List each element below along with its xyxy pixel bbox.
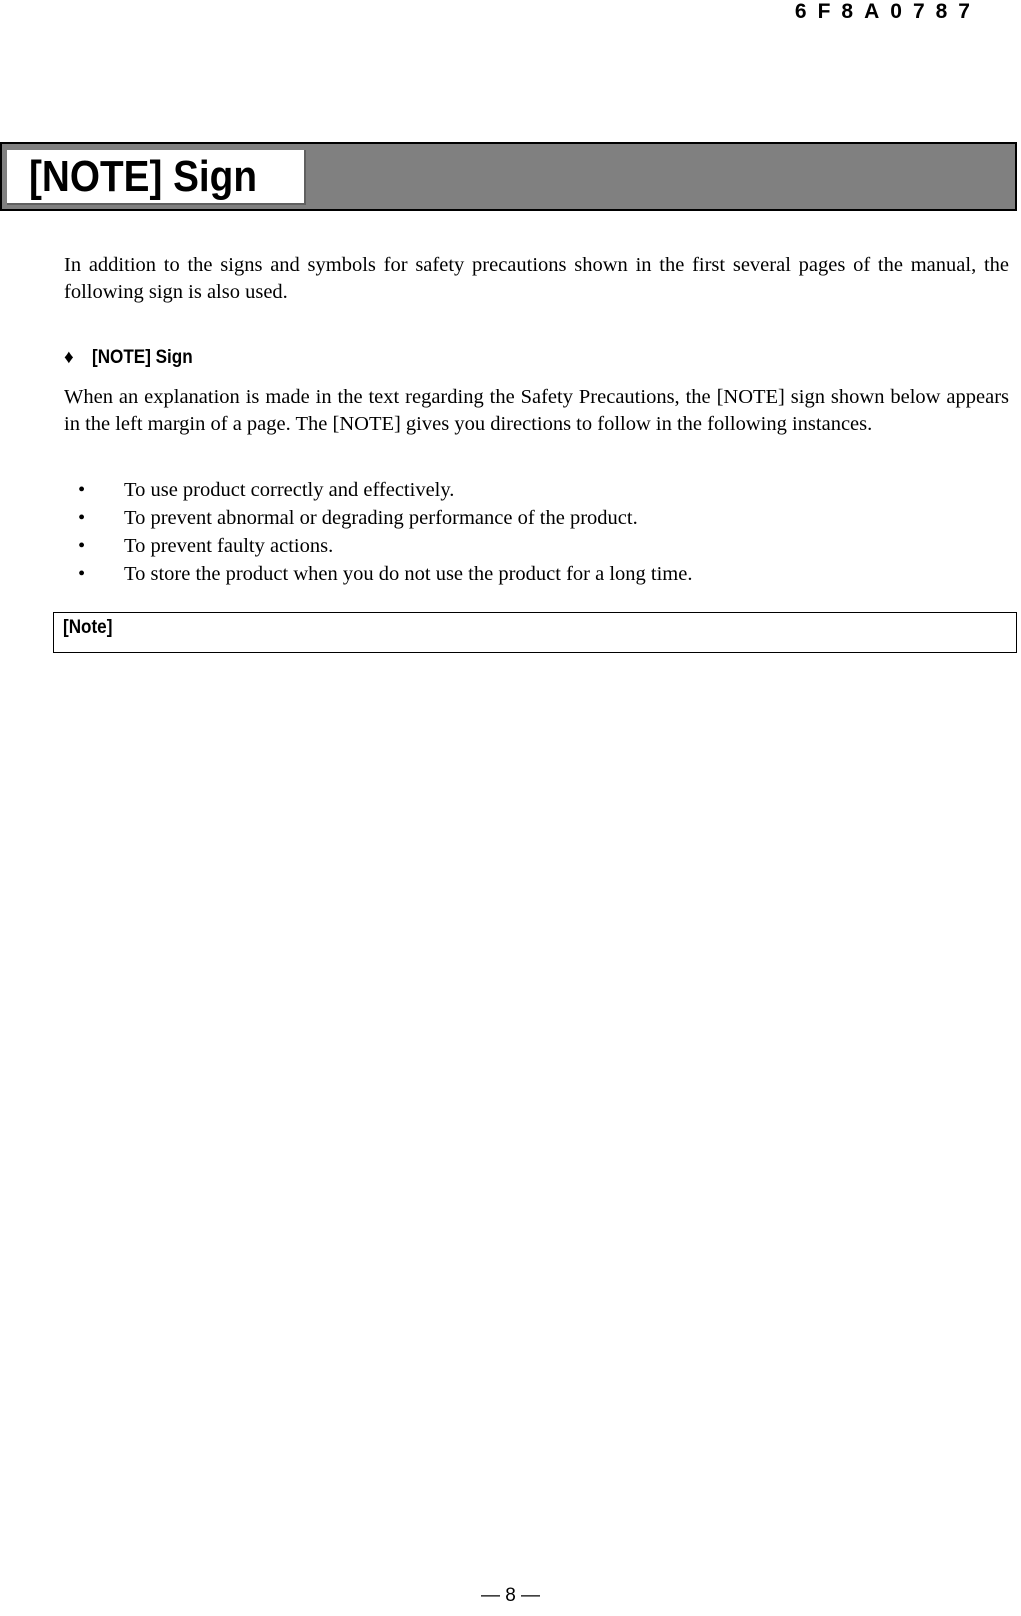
page-title: [NOTE] Sign bbox=[29, 152, 258, 201]
bullet-dot-icon: • bbox=[78, 507, 86, 529]
bullet-dot-icon: • bbox=[78, 563, 86, 585]
list-item-text: To prevent faulty actions. bbox=[124, 535, 334, 557]
list-item-text: To prevent abnormal or degrading performance of the product. bbox=[124, 507, 638, 529]
intro-paragraph: In addition to the signs and symbols for safety precautions shown in the first several pages of the manual, the following sign is also used. bbox=[64, 254, 1009, 303]
list-item bbox=[64, 476, 1009, 504]
list-item bbox=[64, 532, 1009, 560]
diamond-bullet-icon: ♦ bbox=[64, 347, 74, 368]
section-heading bbox=[64, 346, 204, 370]
list-item bbox=[64, 560, 1009, 588]
document-code: 6F8A0787 bbox=[794, 0, 981, 23]
list-item-text: To store the product when you do not use the product for a long time. bbox=[124, 563, 693, 585]
section-paragraph: When an explanation is made in the text regarding the Safety Precautions, the [NOTE] sign shown below appears in the left margin of a page. The [NOTE] gives you directions to follow in the following instances. bbox=[64, 386, 1009, 435]
section-heading-label: [NOTE] Sign bbox=[92, 347, 193, 368]
note-box bbox=[53, 612, 1017, 653]
instance-list bbox=[64, 476, 1009, 588]
list-item-text: To use product correctly and effectively. bbox=[124, 479, 455, 501]
title-banner bbox=[0, 142, 1017, 211]
page-number: — 8 — bbox=[480, 1585, 541, 1606]
list-item bbox=[64, 504, 1009, 532]
note-label: [Note] bbox=[63, 617, 113, 638]
bullet-dot-icon: • bbox=[78, 479, 86, 501]
bullet-dot-icon: • bbox=[78, 535, 86, 557]
title-box bbox=[7, 150, 306, 205]
